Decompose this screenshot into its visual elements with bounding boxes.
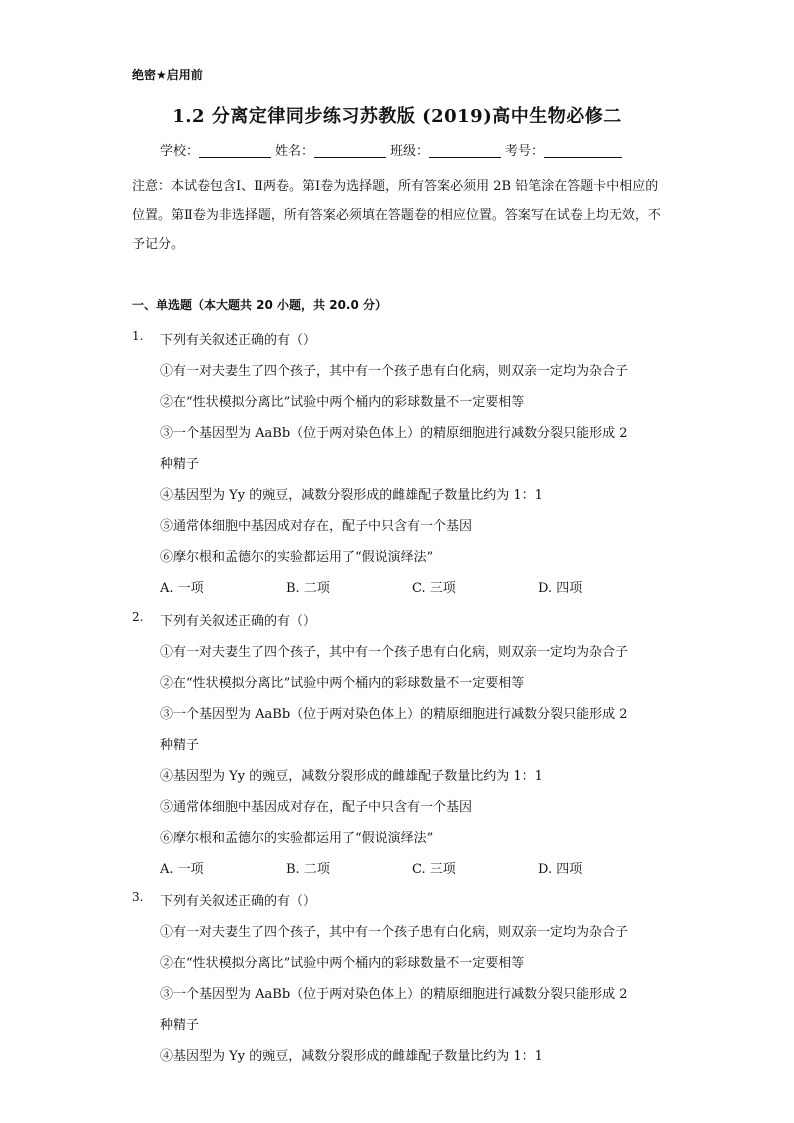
statement-6: ⑥摩尔根和孟德尔的实验都运用了“假说演绎法” xyxy=(160,550,434,565)
option-c: C. 三项 xyxy=(412,581,456,596)
question-number: 3. xyxy=(132,890,144,904)
option-b: B. 二项 xyxy=(286,862,330,877)
statement-4: ④基因型为 Yy 的豌豆，减数分裂形成的雌雄配子数量比约为 1：1 xyxy=(160,769,543,784)
statement-2: ②在“性状模拟分离比”试验中两个桶内的彩球数量不一定要相等 xyxy=(160,956,525,971)
statement-3-cont: 种精子 xyxy=(160,457,200,472)
option-c: C. 三项 xyxy=(412,862,456,877)
option-d: D. 四项 xyxy=(538,862,583,877)
statement-1: ①有一对夫妻生了四个孩子，其中有一个孩子患有白化病，则双亲一定均为杂合子 xyxy=(160,925,629,940)
statement-5: ⑤通常体细胞中基因成对存在，配子中只含有一个基因 xyxy=(160,519,473,534)
option-a: A. 一项 xyxy=(160,862,204,877)
question-number: 1. xyxy=(132,329,144,343)
statement-3-cont: 种精子 xyxy=(160,1018,200,1033)
statement-1: ①有一对夫妻生了四个孩子，其中有一个孩子患有白化病，则双亲一定均为杂合子 xyxy=(160,364,629,379)
statement-1: ①有一对夫妻生了四个孩子，其中有一个孩子患有白化病，则双亲一定均为杂合子 xyxy=(160,645,629,660)
number-label: 考号： xyxy=(505,144,545,159)
page-title: 1.2 分离定律同步练习苏教版 (2019)高中生物必修二 xyxy=(172,106,622,127)
question-stem: 下列有关叙述正确的有（） xyxy=(160,894,317,909)
statement-2: ②在“性状模拟分离比”试验中两个桶内的彩球数量不一定要相等 xyxy=(160,676,525,691)
question-stem: 下列有关叙述正确的有（） xyxy=(160,333,317,348)
statement-3: ③一个基因型为 AaBb（位于两对染色体上）的精原细胞进行减数分裂只能形成 2 xyxy=(160,987,628,1002)
option-d: D. 四项 xyxy=(538,581,583,596)
statement-2: ②在“性状模拟分离比”试验中两个桶内的彩球数量不一定要相等 xyxy=(160,395,525,410)
statement-6: ⑥摩尔根和孟德尔的实验都运用了“假说演绎法” xyxy=(160,831,434,846)
statement-4: ④基因型为 Yy 的豌豆，减数分裂形成的雌雄配子数量比约为 1：1 xyxy=(160,488,543,503)
statement-3: ③一个基因型为 AaBb（位于两对染色体上）的精原细胞进行减数分裂只能形成 2 xyxy=(160,426,628,441)
name-blank xyxy=(314,143,386,158)
question-stem: 下列有关叙述正确的有（） xyxy=(160,614,317,629)
option-a: A. 一项 xyxy=(160,581,204,596)
school-blank xyxy=(199,143,271,158)
section-title: 一、单选题（本大题共 20 小题，共 20.0 分） xyxy=(132,298,388,312)
option-b: B. 二项 xyxy=(286,581,330,596)
question-number: 2. xyxy=(132,610,144,624)
statement-5: ⑤通常体细胞中基因成对存在，配子中只含有一个基因 xyxy=(160,800,473,815)
statement-4: ④基因型为 Yy 的豌豆，减数分裂形成的雌雄配子数量比约为 1：1 xyxy=(160,1049,543,1064)
name-label: 姓名： xyxy=(275,144,315,159)
class-blank xyxy=(429,143,501,158)
number-blank xyxy=(544,143,622,158)
statement-3: ③一个基因型为 AaBb（位于两对染色体上）的精原细胞进行减数分裂只能形成 2 xyxy=(160,707,628,722)
confidential-label: 绝密★启用前 xyxy=(132,68,203,82)
statement-3-cont: 种精子 xyxy=(160,738,200,753)
class-label: 班级： xyxy=(390,144,430,159)
exam-notice: 注意：本试卷包含Ⅰ、Ⅱ两卷。第Ⅰ卷为选择题，所有答案必须用 2B 铅笔涂在答题卡中相应的位置。第Ⅱ卷为非选择题，所有答案必须填在答题卷的相应位置。答案写在试卷上均无效，不予记分。 xyxy=(132,179,661,252)
school-label: 学校： xyxy=(160,144,200,159)
student-info-row xyxy=(160,140,626,159)
